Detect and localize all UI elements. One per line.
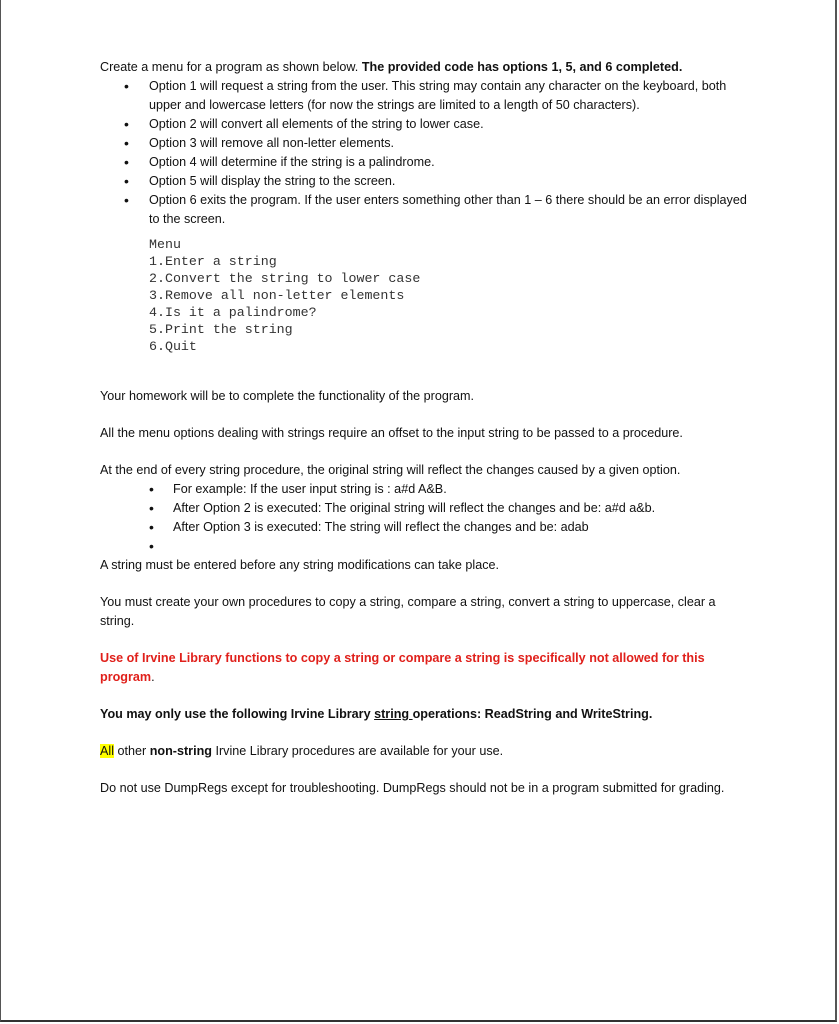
string-entered-paragraph: A string must be entered before any string modifications can take place. bbox=[100, 558, 500, 572]
example-item-empty bbox=[100, 537, 750, 556]
intro-bold-note: The provided code has options 1, 5, and 6 completed. bbox=[361, 60, 683, 74]
spacer bbox=[100, 443, 750, 461]
option-item-3: • Option 3 will remove all non-letter elements. bbox=[100, 134, 750, 153]
intro-paragraph bbox=[100, 58, 750, 77]
menu-line: 5.Print the string bbox=[149, 322, 293, 337]
homework-paragraph: Your homework will be to complete the functionality of the program. bbox=[100, 389, 475, 403]
spacer bbox=[100, 761, 750, 779]
examples-list bbox=[100, 480, 750, 556]
offset-paragraph: All the menu options dealing with strings require an offset to the input string to be passed to a procedure. bbox=[100, 426, 683, 440]
spacer bbox=[100, 406, 750, 424]
example-item: • After Option 3 is executed: The string will reflect the changes and be: adab bbox=[100, 518, 750, 537]
example-item: • For example: If the user input string is : a#d A&B. bbox=[100, 480, 750, 499]
dumpregs-paragraph: Do not use DumpRegs except for troubleshooting. DumpRegs should not be in a program submitted for grading. bbox=[100, 781, 725, 795]
example-item: • After Option 2 is executed: The original string will reflect the changes and be: a#d a&b. bbox=[100, 499, 750, 518]
spacer bbox=[100, 355, 750, 387]
restriction-period: . bbox=[151, 670, 155, 684]
allowed-post: operations: ReadString and WriteString. bbox=[412, 707, 653, 721]
restriction-text: Use of Irvine Library functions to copy a string or compare a string is specifically not allowed for this program bbox=[100, 651, 705, 684]
menu-code-block bbox=[100, 236, 750, 355]
spacer bbox=[100, 724, 750, 742]
option-item-5: • Option 5 will display the string to the screen. bbox=[100, 172, 750, 191]
allowed-underlined: string bbox=[374, 707, 413, 721]
option-item-2: • Option 2 will convert all elements of the string to lower case. bbox=[100, 115, 750, 134]
intro-text: Create a menu for a program as shown below. bbox=[100, 60, 362, 74]
spacer bbox=[100, 631, 750, 649]
spacer bbox=[100, 575, 750, 593]
menu-line: 3.Remove all non-letter elements bbox=[149, 288, 405, 303]
non-string-mid: other bbox=[114, 744, 150, 758]
menu-line: 1.Enter a string bbox=[149, 254, 277, 269]
string-procedure-paragraph: At the end of every string procedure, the original string will reflect the changes caused by a given option. bbox=[100, 463, 681, 477]
library-restriction-paragraph bbox=[100, 649, 750, 687]
spacer bbox=[100, 687, 750, 705]
document-body bbox=[100, 58, 750, 798]
non-string-bold: non-string bbox=[149, 744, 212, 758]
non-string-paragraph bbox=[100, 742, 750, 761]
options-list bbox=[100, 77, 750, 229]
allowed-pre: You may only use the following Irvine Library bbox=[100, 707, 375, 721]
menu-line: 2.Convert the string to lower case bbox=[149, 271, 421, 286]
non-string-post: Irvine Library procedures are available for your use. bbox=[211, 744, 504, 758]
option-item-6: • Option 6 exits the program. If the user enters something other than 1 – 6 there should be an error displayed to the screen. bbox=[100, 191, 750, 229]
option-item-4: • Option 4 will determine if the string is a palindrome. bbox=[100, 153, 750, 172]
menu-line: 4.Is it a palindrome? bbox=[149, 305, 317, 320]
menu-line: 6.Quit bbox=[149, 339, 197, 354]
highlighted-word: All bbox=[100, 744, 114, 758]
procedures-paragraph: You must create your own procedures to copy a string, compare a string, convert a string to uppercase, clear a string. bbox=[100, 595, 716, 628]
menu-line: Menu bbox=[149, 237, 181, 252]
allowed-operations-paragraph bbox=[100, 705, 750, 724]
option-item-1: • Option 1 will request a string from the user. This string may contain any character on the keyboard, both upper and lowercase letters (for now the strings are limited to a length of 50 characters). bbox=[100, 77, 750, 115]
